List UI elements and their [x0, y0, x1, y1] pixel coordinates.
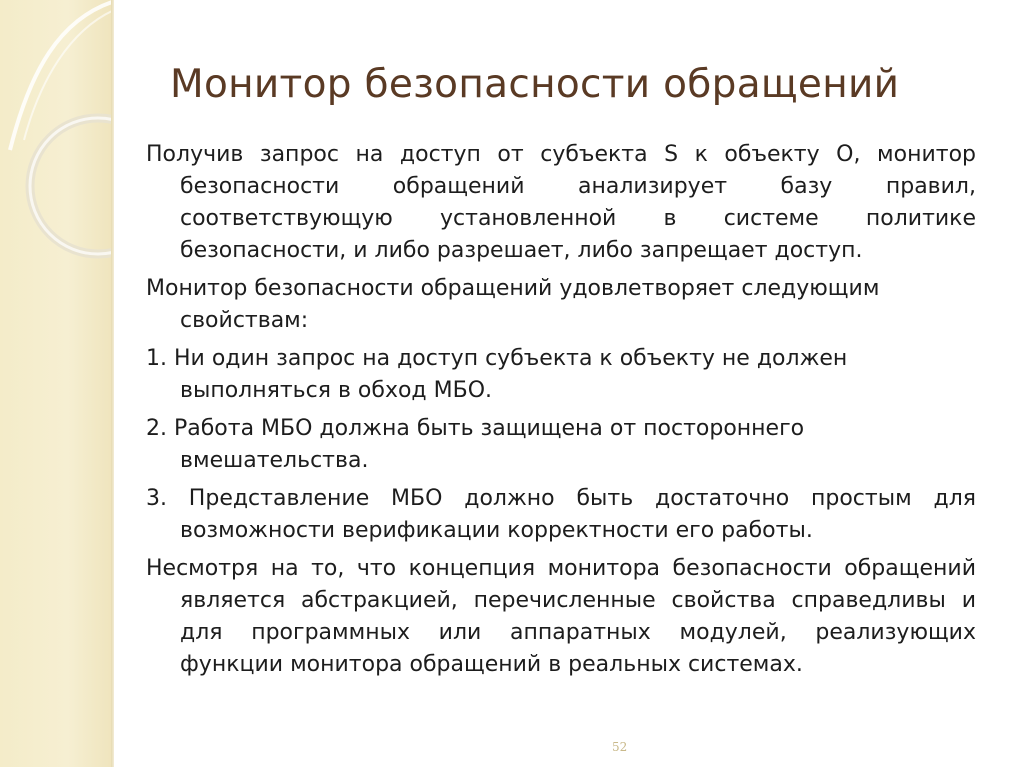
list-item-3: 3. Представление МБО должно быть достаточно простым для возможности верификации корректности его работы. — [146, 486, 976, 543]
decorative-rings — [0, 0, 113, 300]
band-edge-line — [111, 0, 114, 767]
page-number: 52 — [612, 740, 628, 754]
paragraph-intro: Получив запрос на доступ от субъекта S к объекту O, монитор безопасности обращений анализирует базу правил, соответствующую установленной в системе политике безопасности, и либо разрешает, либо запрещает доступ. — [146, 142, 976, 263]
paragraph-properties-lead: Монитор безопасности обращений удовлетворяет следующим свойствам: — [146, 276, 880, 333]
list-item-1: 1. Ни один запрос на доступ субъекта к объекту не должен выполняться в обход МБО. — [146, 346, 848, 403]
slide-body — [146, 139, 976, 687]
decorative-left-band — [0, 0, 113, 767]
slide-title: Монитор безопасности обращений — [170, 62, 900, 107]
list-item-2: 2. Работа МБО должна быть защищена от постороннего вмешательства. — [146, 416, 805, 473]
paragraph-conclusion: Несмотря на то, что концепция монитора безопасности обращений является абстракцией, перечисленные свойства справедливы и для программных или аппаратных модулей, реализующих функции монитора обращений в реальных системах. — [146, 556, 976, 677]
